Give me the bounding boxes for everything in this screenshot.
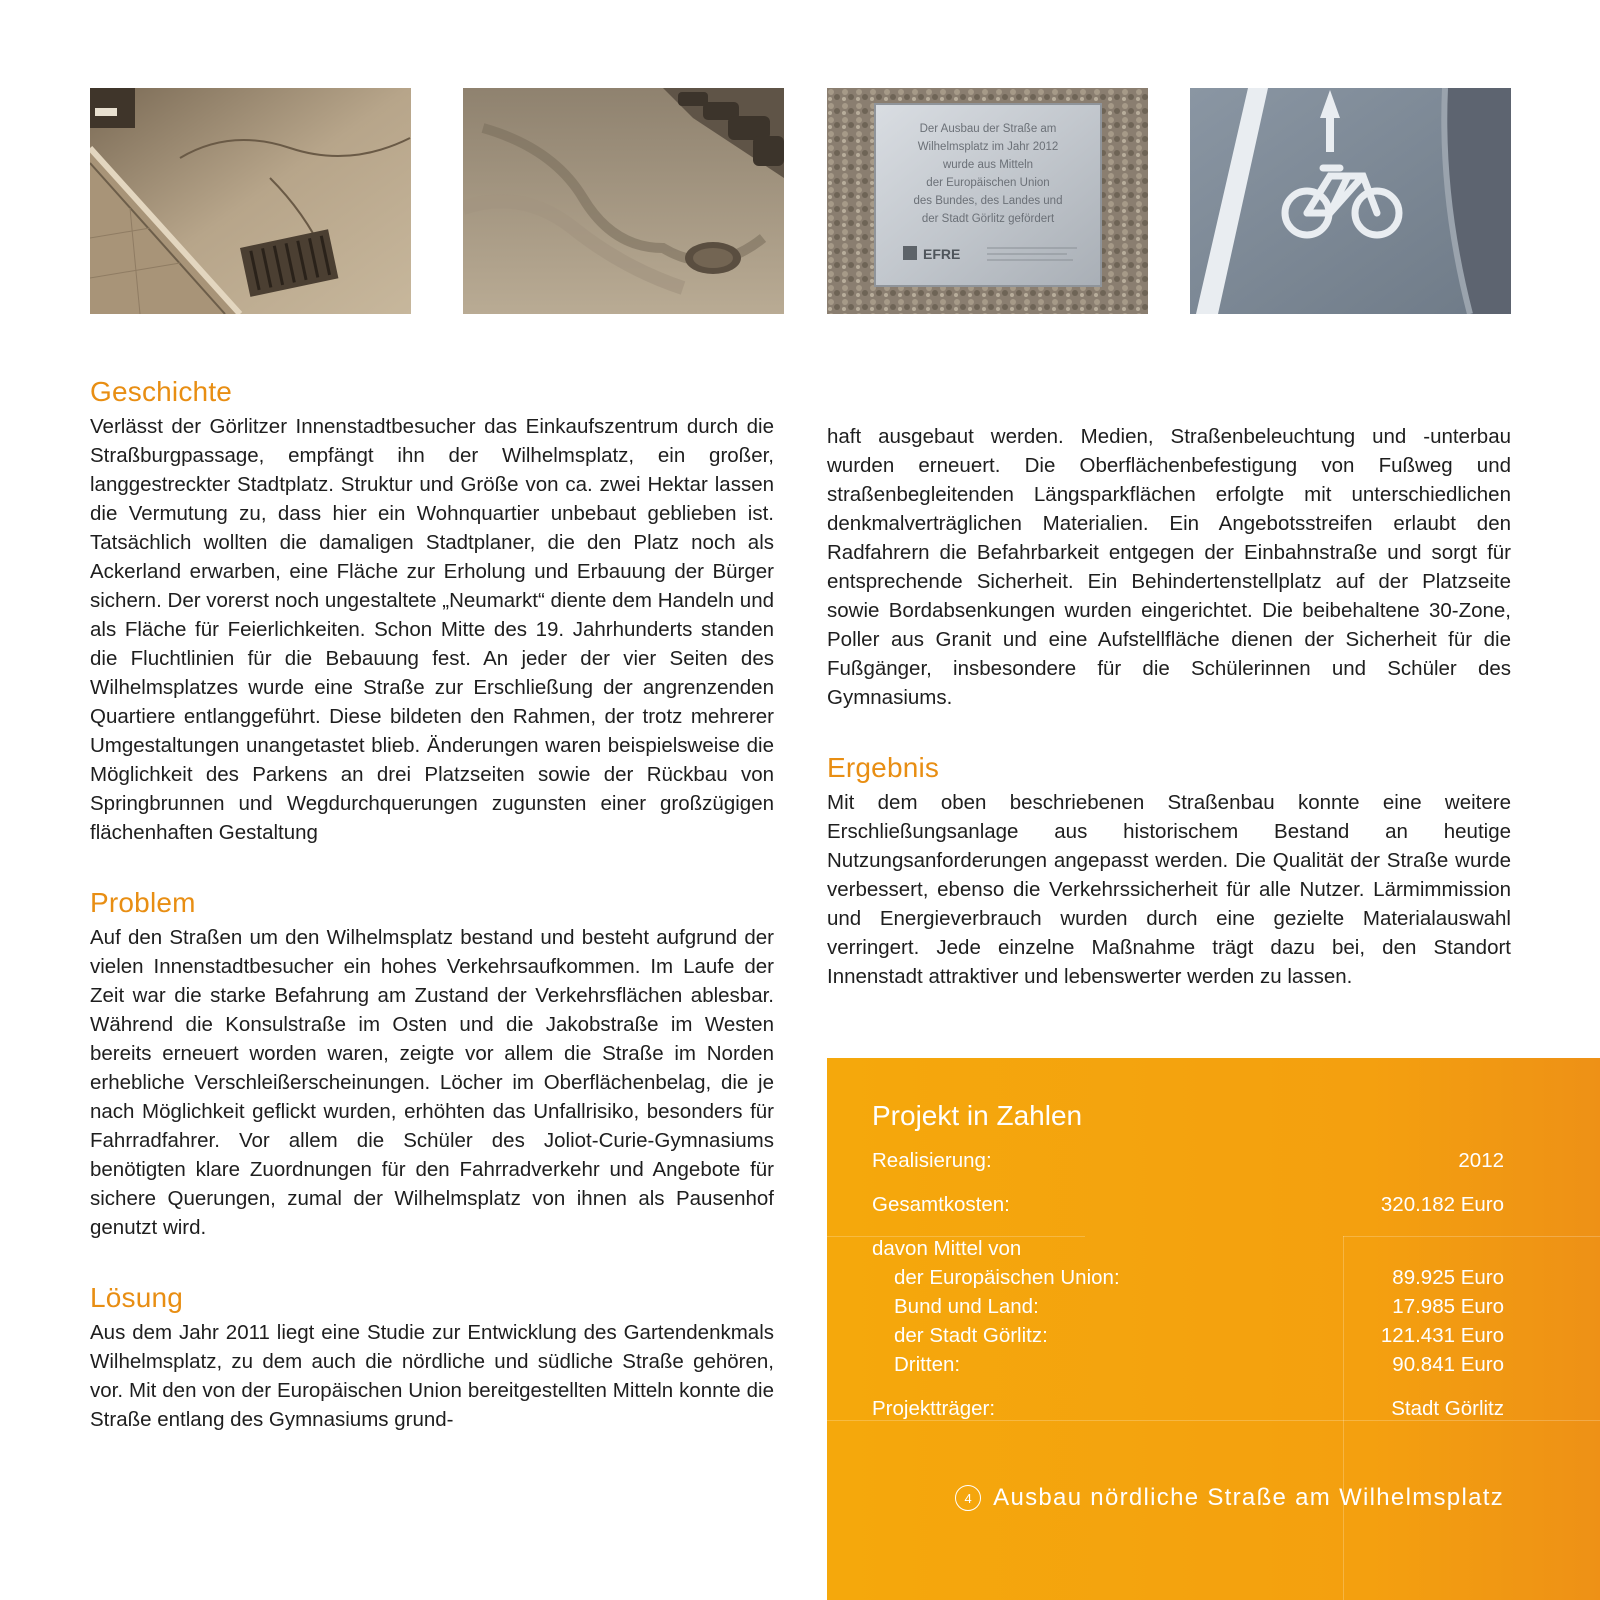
stat-value: 320.182 Euro: [1380, 1193, 1504, 1216]
cracked-sidewalk-photo: [90, 88, 411, 314]
page-number-badge: 4: [955, 1485, 981, 1511]
stat-label: der Stadt Görlitz:: [894, 1324, 1048, 1347]
stat-value: 2012: [1458, 1149, 1504, 1172]
stat-label: davon Mittel von: [872, 1237, 1022, 1260]
plaque-line: der Stadt Görlitz gefördert: [921, 213, 1055, 225]
section-heading-loesung: Lösung: [90, 1282, 184, 1313]
project-stats-box: [827, 1058, 1600, 1600]
stat-label: Projektträger:: [872, 1397, 996, 1420]
plaque-line: des Bundes, des Landes und: [913, 195, 1063, 207]
footer-project-title: [955, 1484, 1504, 1512]
patched-street-photo: [463, 88, 784, 314]
funding-plaque-photo: [827, 88, 1148, 314]
plaque-line: Der Ausbau der Straße am: [919, 123, 1057, 135]
stat-value: 89.925 Euro: [1392, 1266, 1504, 1289]
stat-value: Stadt Görlitz: [1391, 1397, 1504, 1420]
box-divider: [1343, 1236, 1600, 1237]
efre-logo: EFRE: [923, 246, 961, 262]
plaque-line: wurde aus Mitteln: [942, 159, 1034, 171]
bicycle-lane-photo: [1190, 88, 1511, 314]
stat-value: 90.841 Euro: [1392, 1353, 1504, 1376]
stats-title: Projekt in Zahlen: [872, 1100, 1083, 1131]
stat-label: der Europäischen Union:: [894, 1266, 1120, 1289]
stat-value: 121.431 Euro: [1380, 1324, 1504, 1347]
plaque-line: der Europäischen Union: [926, 177, 1050, 189]
section-text-loesung-continuation: haft ausgebaut werden. Medien, Straßenbeleuchtung und -unterbau wurden erneuert. Die Oberflächenbefestigung von Fußweg und straßenbegleitenden Längsparkflächen erfolgte mit unterschiedlichen denkmalverträglichen Materialien. Ein Angebotsstreifen erlaubt den Radfahrern die Befahrbarkeit entgegen der Einbahnstraße und sorgt für entsprechende Sicherheit. Ein Behindertenstellplatz auf der Platzseite sowie Bordabsenkungen wurden eingerichtet. Die beibehaltene 30-Zone, Poller aus Granit und eine Aufstellfläche dienen der Sicherheit für die Fußgänger, insbesondere für die Schülerinnen und Schüler des Gymnasiums.: [827, 425, 1511, 709]
box-divider: [1343, 1236, 1344, 1600]
left-column: [90, 372, 774, 1434]
section-text-problem: Auf den Straßen um den Wilhelmsplatz bestand und besteht aufgrund der vielen Innenstadtbesucher ein hohes Verkehrsaufkommen. Im Laufe der Zeit war die starke Befahrung am Zustand der Verkehrsflächen ablesbar. Während die Konsulstraße im Osten und die Jakobstraße im Westen bereits erneuert worden waren, zeigte vor allem die Straße im Norden erhebliche Verschleißerscheinungen. Löcher im Oberflächenbelag, die je nach Möglichkeit geflickt wurden, erhöhten das Unfallrisiko, besonders für Fahrradfahrer. Vor allem die Schüler des Joliot-Curie-Gymnasiums benötigten klare Zuordnungen für den Fahrradverkehr und Angebote für sichere Querungen, zumal der Wilhelmsplatz von ihnen als Pausenhof genutzt wird.: [90, 926, 774, 1239]
stat-label: Dritten:: [894, 1353, 961, 1376]
stat-label: Gesamtkosten:: [872, 1193, 1010, 1216]
section-heading-geschichte: Geschichte: [90, 376, 233, 407]
section-text-loesung: Aus dem Jahr 2011 liegt eine Studie zur Entwicklung des Gartendenkmals Wilhelmsplatz, zu dem auch die nördliche und südliche Straße gehören, vor. Mit den von der Europäischen Union bereitgestellten Mitteln konnte die Straße entlang des Gymnasiums grund-: [90, 1321, 774, 1431]
stat-label: Realisierung:: [872, 1149, 992, 1172]
footer-title-text: Ausbau nördliche Straße am Wilhelmsplatz: [993, 1484, 1504, 1511]
section-text-geschichte: Verlässt der Görlitzer Innenstadtbesucher das Einkaufszentrum durch die Straßburgpassage, empfängt ihn der Wilhelmsplatz, ein großer, langgestreckter Stadtplatz. Struktur und Größe von ca. zwei Hektar lassen die Vermutung zu, dass hier ein Wohnquartier unbebaut geblieben ist. Tatsächlich wollten die damaligen Stadtplaner, die den Platz noch als Ackerland erwarben, eine Fläche zur Erholung und Erbauung der Bürger sichern. Der vorerst noch ungestaltete „Neumarkt“ diente dem Handeln und als Fläche für Feierlichkeiten. Schon Mitte des 19. Jahrhunderts standen die Fluchtlinien für die Bebauung fest. An jeder der vier Seiten des Wilhelmsplatzes wurde eine Straße zur Erschließung der angrenzenden Quartiere entlanggeführt. Diese bildeten den Rahmen, der trotz mehrerer Umgestaltungen unangetastet blieb. Änderungen waren beispielsweise die Möglichkeit des Parkens an drei Platzseiten sowie der Rückbau von Springbrunnen und Wegdurchquerungen zugunsten einer großzügigen flächenhaften Gestaltung: [90, 415, 774, 844]
section-text-ergebnis: Mit dem oben beschriebenen Straßenbau konnte eine weitere Erschließungsanlage aus historischem Bestand an heutige Nutzungsanforderungen angepasst werden. Die Qualität der Straße wurde verbessert, ebenso die Verkehrssicherheit für alle Nutzer. Lärmimmission und Energieverbrauch wurden durch eine gezielte Materialauswahl verringert. Jede einzelne Maßnahme trägt dazu bei, den Standort Innenstadt attraktiver und lebenswerter werden zu lassen.: [827, 791, 1511, 988]
plaque-line: Wilhelmsplatz im Jahr 2012: [917, 141, 1059, 153]
stat-label: Bund und Land:: [894, 1295, 1039, 1318]
right-column: [827, 422, 1511, 991]
section-heading-ergebnis: Ergebnis: [827, 752, 940, 783]
section-heading-problem: Problem: [90, 887, 196, 918]
stat-value: 17.985 Euro: [1392, 1295, 1504, 1318]
